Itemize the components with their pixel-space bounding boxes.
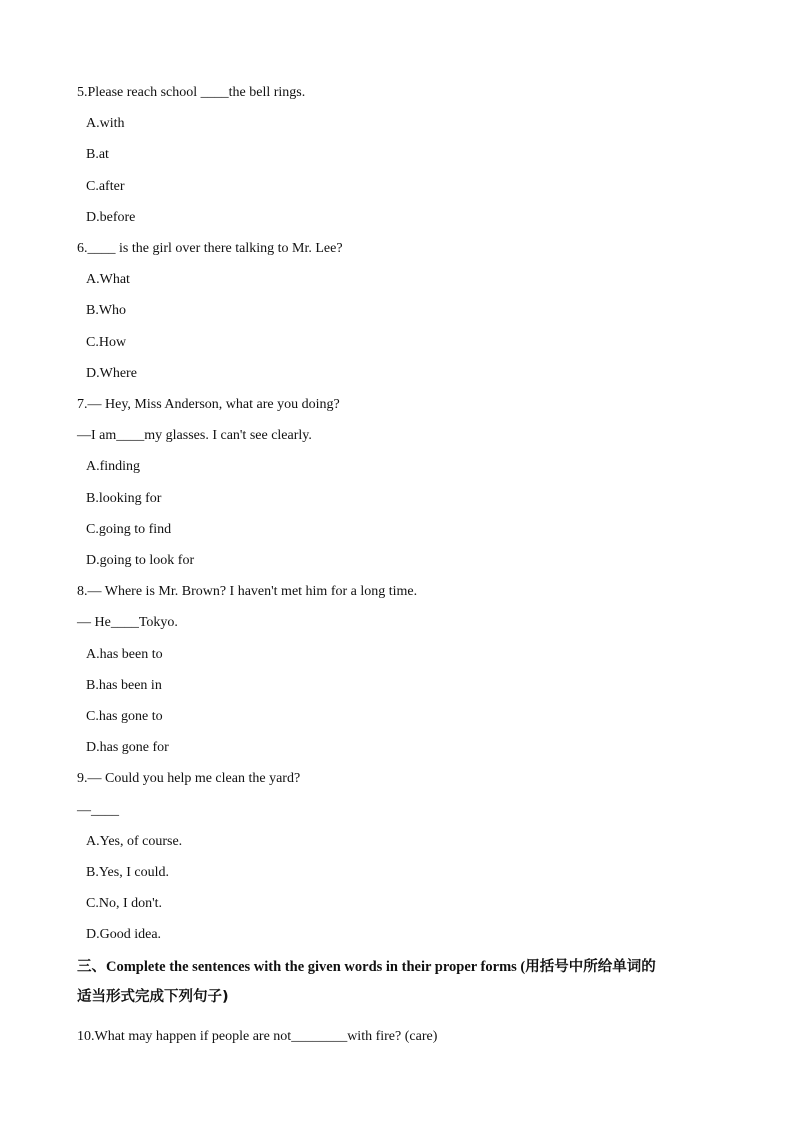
question-6-option-d: D.Where xyxy=(86,366,137,381)
question-6-stem: 6.____ is the girl over there talking to Mr. Lee? xyxy=(77,241,343,256)
question-7-stem: 7.— Hey, Miss Anderson, what are you doing? xyxy=(77,397,340,412)
question-8-option-c: C.has gone to xyxy=(86,709,163,724)
question-7-option-c: C.going to find xyxy=(86,522,172,537)
section-3-title-cjk: 用括号中所给单词的 xyxy=(525,959,656,975)
question-9-option-c: C.No, I don't. xyxy=(86,896,163,911)
question-5-option-c: C.after xyxy=(86,179,125,194)
question-5-option-d: D.before xyxy=(86,210,136,225)
section-3-title-cjk-cont: 适当形式完成下列句子) xyxy=(77,989,229,1005)
question-5-option-b: B.at xyxy=(86,147,109,162)
question-7-option-a: A.finding xyxy=(86,459,141,474)
question-7-option-b: B.looking for xyxy=(86,491,162,506)
question-9-option-a: A.Yes, of course. xyxy=(86,834,183,849)
question-9-option-b: B.Yes, I could. xyxy=(86,865,169,880)
question-8-option-d: D.has gone for xyxy=(86,740,169,755)
question-6-option-b: B.Who xyxy=(86,303,127,318)
question-9-option-d: D.Good idea. xyxy=(86,927,162,942)
section-3-number: 三、 xyxy=(77,959,106,975)
question-8-stem: 8.— Where is Mr. Brown? I haven't met him for a long time. xyxy=(77,584,418,599)
question-5-option-a: A.with xyxy=(86,116,125,131)
question-8-stem-reply: — He____Tokyo. xyxy=(77,615,178,630)
question-6-option-a: A.What xyxy=(86,272,130,287)
question-8-option-b: B.has been in xyxy=(86,678,162,693)
section-3-title-en: Complete the sentences with the given words in their proper forms ( xyxy=(106,959,526,975)
question-9-stem: 9.— Could you help me clean the yard? xyxy=(77,771,301,786)
question-7-option-d: D.going to look for xyxy=(86,553,195,568)
question-7-stem-reply: —I am____my glasses. I can't see clearly. xyxy=(77,428,312,443)
section-3-heading-cont xyxy=(77,988,229,1006)
question-6-option-c: C.How xyxy=(86,335,127,350)
section-3-heading xyxy=(77,958,656,976)
question-5-stem: 5.Please reach school ____the bell rings. xyxy=(77,85,306,100)
question-10-stem: 10.What may happen if people are not________with fire? (care) xyxy=(77,1029,438,1044)
question-8-option-a: A.has been to xyxy=(86,647,163,662)
question-9-stem-reply: —____ xyxy=(77,803,119,818)
